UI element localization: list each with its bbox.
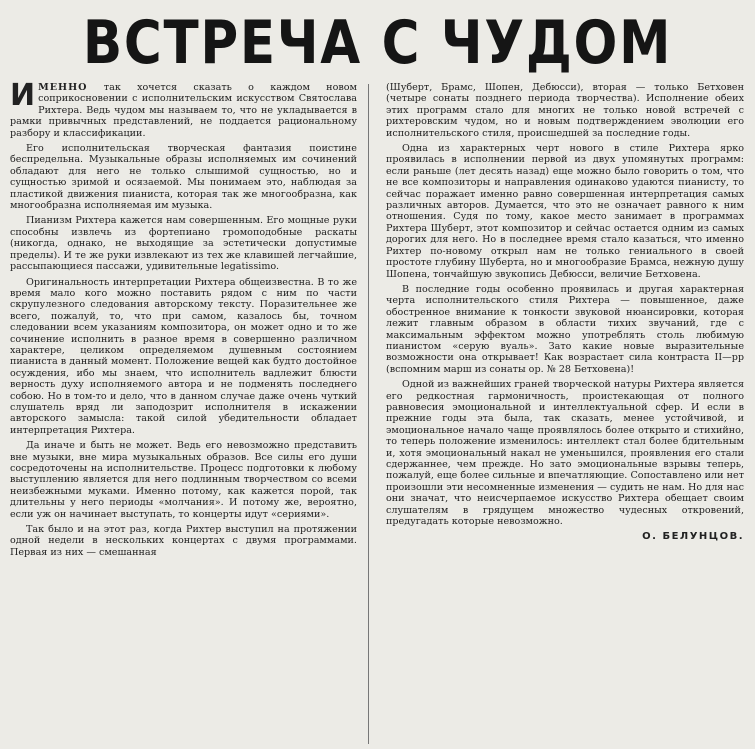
paragraph: Пианизм Рихтера кажется нам совершенным. Его мощные руки способны извлечь из фортепиано громоподобные раскаты (никогда, однако, не выходящие за эстетически допустимые пределы). И те же руки извлекают из тех же клавишей легчайшие, рассыпающиеся пассажи, удивительные legatissimo. — [10, 215, 357, 273]
paragraph — [10, 82, 357, 139]
paragraph: В последние годы особенно проявилась и другая характерная черта исполнительского стиля Рихтера — повышенное, даже обостренное внимание к тонкости звуковой нюансировки, которая лежит главным образом в области тихих звучаний, где с максимальным эффектом можно употреблять столь любимую пианистом «серую вуаль». Зато какие новые выразительные возможности она открывает! Как возрастает сила контраста II—pp (вспомним марш из сонаты ор. № 28 Бетховена)! — [386, 283, 744, 375]
article-headline: ВСТРЕЧА С ЧУДОМ — [82, 8, 673, 78]
right-column — [386, 82, 744, 743]
column-divider — [368, 84, 369, 744]
paragraph: Его исполнительская творческая фантазия поистине беспредельна. Музыкальные образы исполняемых им сочинений обладают для него не только слышимой сущностью, но и сущностью зримой и осязаемой. Мы понимаем это, наблюдая за пластикой движения пианиста, которая так же многообразна, как многообразна исполняемая им музыка. — [10, 143, 357, 212]
paragraph: Одна из характерных черт нового в стиле Рихтера ярко проявилась в исполнении первой из двух упомянутых программ: если раньше (лет десять назад) еще можно было говорить о том, что не все композиторы и направления одинаково удаются пианисту, то сейчас поражает именно равно совершенная интерпретация самых различных авторов. Думается, что это не означает равного к ним отношения. Судя по тому, какое место занимает в программах Рихтера Шуберт, этот композитор и сейчас остается одним из самых дорогих для него. Но в последнее время стало казаться, что именно Рихтер по-новому открыл нам не только гениального в своей простоте глубину Шуберта, но и многообразие Брамса, нежную душу Шопена, тончайшую звукопись Дебюсси, величие Бетховена. — [386, 143, 744, 280]
lead-word: МЕННО — [38, 82, 88, 93]
drop-cap: И — [10, 82, 36, 113]
paragraph-text: так хочется сказать о каждом новом соприкосновении с исполнительским искусством Святослава Рихтера. Ведь чудом мы называем то, что не укладывается в рамки привычных представлений, не поддается рациональному разбору и классификации. — [10, 82, 357, 139]
author-signature: О. БЕЛУНЦОВ. — [642, 531, 744, 543]
left-column — [10, 82, 357, 743]
paragraph: Да иначе и быть не может. Ведь его невозможно представить вне музыки, вне мира музыкальных образов. Все силы его души сосредоточены на исполнительстве. Процесс подготовки к любому выступлению является для него подлинным творчеством со всеми неизбежными муками. Именно потому, как кажется порой, так длительны у него периоды «молчания». И потому же, вероятно, если уж он начинает выступать, то концерты идут «сериями». — [10, 440, 357, 520]
paragraph: Оригинальность интерпретации Рихтера общеизвестна. В то же время мало кого можно поставить рядом с ним по части скрупулезного следования авторскому тексту. Поразительнее же всего, пожалуй, то, что при самом, казалось бы, точном следовании всем указаниям композитора, он может одно и то же сочинение исполнить в разное время в совершенно различном характере, целиком определяемом душевным состоянием пианиста в данный момент. Положение вещей как будто достойное осуждения, ибо мы знаем, что исполнитель вадлежит блюсти верность духу исполняемого автора и не подменять последнего собою. Но в том-то и дело, что в данном случае даже очень чуткий слушатель вряд ли заподозрит исполнителя в искажении авторского замысла: такой силой убедительности обладает интерпретация Рихтера. — [10, 276, 357, 436]
paragraph: (Шуберт, Брамс, Шопен, Дебюсси), вторая — только Бетховен (четыре сонаты позднего периода творчества). Исполнение обеих этих программ стало для многих не только новой встречей с рихтеровским чудом, но и новым подтверждением эволюции его исполнительского стиля, происшедшей за последние годы. — [386, 82, 744, 139]
paragraph: Одной из важнейших граней творческой натуры Рихтера является его редкостная гармоничность, проистекающая от полного равновесия эмоциональной и интеллектуальной сфер. И если в прежние годы эта была, так сказать, менее устойчивой, и эмоциональное начало чаще проявлялось более открыто и стихийно, то теперь положение изменилось: интеллект стал более бдительным и, хотя эмоциональный накал не уменьшился, проявления его стали сдержаннее, чем прежде. Но зато эмоциональные взрывы теперь, пожалуй, еще более сильные и впечатляющие. Сопоставлено или нет произошли эти несомненные изменения — судить не нам. Но для нас они значат, что неисчерпаемое искусство Рихтера обещает своим слушателям в грядущем множество чудесных откровений, предугадать которые невозможно. — [386, 379, 744, 528]
paragraph: Так было и на этот раз, когда Рихтер выступил на протяжении одной недели в нескольких концертах с двумя программами. Первая из них — смешанная — [10, 524, 357, 558]
